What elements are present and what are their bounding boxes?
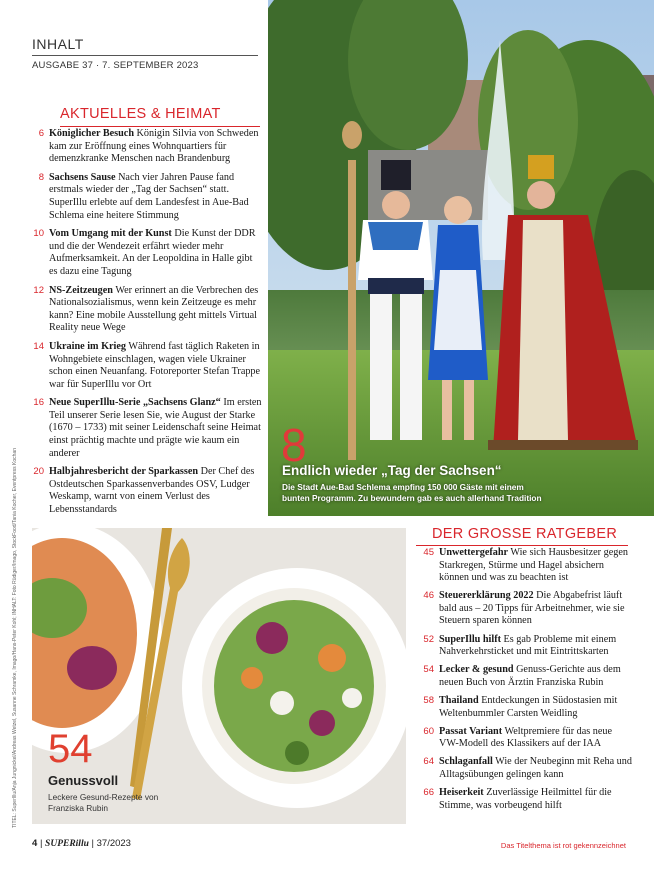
section-divider (60, 126, 260, 127)
toc-headline: Neue SuperIllu-Serie „Sachsens Glanz“ (49, 397, 221, 409)
toc-page-number: 46 (423, 590, 434, 602)
toc-item[interactable] (416, 547, 632, 585)
toc-headline: SuperIllu hilft (439, 633, 501, 645)
toc-text (439, 547, 632, 585)
footer-page-info (32, 838, 131, 849)
toc-text (439, 590, 632, 628)
header-divider (32, 55, 258, 56)
footer-page-number: 4 (32, 838, 38, 849)
hero-caption: Die Stadt Aue-Bad Schlema empfing 150 000 Gäste mit einem bunten Programm. Zu bewundern gab es auch allerhand Tradition (282, 482, 542, 503)
food-page-number: 54 (48, 727, 93, 771)
toc-description: Wie der Neubeginn mit Reha und Alltagsübungen gelingen kann (439, 756, 632, 780)
toc-text (49, 341, 262, 391)
toc-page-number: 20 (33, 466, 44, 478)
toc-description: Es gab Probleme mit einem Nahverkehrsticket und mit Eintrittskarten (439, 633, 617, 658)
toc-description: Nach vier Jahren Pause fand erstmals wieder der „Tag der Sachsen“ statt. SuperIllu erlebte auf dem Landesfest in Aue-Bad Schlema eine heitere Stimmung (49, 171, 249, 221)
toc-item[interactable] (416, 634, 632, 659)
toc-item[interactable] (416, 756, 632, 781)
toc-description: Entdeckungen in Südostasien mit Weltenbummler Carsten Weidling (439, 694, 618, 719)
toc-headline: Passat Variant (439, 725, 503, 737)
section-title-ratgeber: DER GROSSE RATGEBER (432, 526, 618, 542)
toc-list-right (416, 547, 632, 818)
toc-item[interactable] (30, 466, 262, 516)
toc-headline: Königlicher Besuch (49, 128, 134, 139)
toc-page-number: 16 (33, 397, 44, 409)
toc-item[interactable] (30, 341, 262, 391)
toc-description: Königin Silvia von Schweden kam zur Eröffnung eines Wohnquartiers für demenzkranke Menschen nach Brandenburg (49, 128, 259, 165)
toc-description: Die Abgabefrist läuft bald aus – 20 Tipps für Arbeitnehmer, wie sie Steuern sparen können (439, 590, 625, 627)
toc-page-number: 64 (423, 756, 434, 768)
footer-note: Das Titelthema ist rot gekennzeichnet (500, 841, 626, 850)
toc-description: Während fast täglich Raketen in Wohngebiete einschlagen, wagen viele Ukrainer schon einen Neuanfang. Fotoreporter Stefan Trappe war für SuperIllu vor Ort (49, 340, 261, 390)
toc-description: Die Kunst der DDR und die der Wendezeit erfährt wieder mehr Aufmerksamkeit. An der Leopoldina in Halle gibt es dazu eine Tagung (49, 228, 256, 277)
toc-page-number: 45 (423, 547, 434, 558)
toc-text (439, 726, 632, 751)
toc-headline: Ukraine im Krieg (49, 340, 126, 352)
food-caption: Leckere Gesund-Rezepte von Franziska Rubin (48, 792, 159, 813)
toc-headline: Vom Umgang mit der Kunst (49, 228, 172, 240)
hero-photo (268, 0, 654, 516)
toc-headline: Halbjahresbericht der Sparkassen (49, 466, 199, 478)
toc-description: Genuss-Gerichte aus dem neuen Buch von Ärztin Franziska Rubin (439, 664, 621, 688)
toc-text (439, 787, 632, 812)
toc-description: Im ersten Teil unserer Serie lesen Sie, wie August der Starke (1670 – 1733) mit seiner Leidenschaft seine Heimat einst prächtig machte und prägte wie kaum ein anderer (49, 397, 262, 459)
toc-page-number: 6 (38, 128, 44, 139)
hero-page-number: 8 (281, 419, 307, 471)
toc-description: Wie sich Hausbesitzer gegen Starkregen, Stürme und Hagel absichern können und was zu beachten ist (439, 547, 628, 584)
toc-list-left (30, 128, 262, 523)
toc-page-number: 58 (423, 694, 434, 706)
toc-page-number: 52 (423, 633, 434, 645)
toc-item[interactable] (30, 397, 262, 460)
toc-description: Weltpremiere für das neue VW-Modell des Klassikers auf der IAA (439, 725, 612, 750)
footer-separator: | (91, 838, 97, 849)
toc-text (49, 285, 262, 335)
toc-headline: Lecker & gesund (439, 664, 514, 676)
toc-item[interactable] (30, 228, 262, 278)
toc-text (439, 634, 632, 659)
toc-text (49, 128, 262, 166)
toc-headline: Thailand (439, 694, 479, 706)
toc-page-number: 10 (33, 228, 44, 240)
toc-headline: Heiserkeit (439, 787, 484, 798)
toc-item[interactable] (416, 695, 632, 720)
footer-issue: 37/2023 (96, 838, 131, 849)
toc-headline: NS-Zeitzeugen (49, 284, 113, 296)
footer-separator: | (39, 838, 46, 849)
toc-page-number: 66 (423, 787, 434, 798)
page-title: INHALT (32, 36, 84, 52)
toc-text (439, 695, 632, 720)
toc-description: Wer erinnert an die Verbrechen des Nationalsozialismus, wenn kein Zeitzeuge es mehr kann? Eine mobile Ausstellung geht mittels Virtual Reality neue Wege (49, 284, 259, 334)
toc-text (49, 466, 262, 516)
hero-title: Endlich wieder „Tag der Sachsen“ (282, 463, 502, 478)
toc-item[interactable] (30, 172, 262, 222)
toc-item[interactable] (416, 664, 632, 689)
toc-page-number: 14 (33, 340, 44, 352)
toc-page-number: 12 (33, 284, 44, 296)
toc-page-number: 8 (38, 171, 44, 183)
toc-item[interactable] (416, 787, 632, 812)
section-divider (416, 545, 628, 546)
toc-item[interactable] (416, 726, 632, 751)
toc-page-number: 60 (423, 725, 434, 737)
toc-text (49, 172, 262, 222)
toc-text (439, 756, 632, 781)
toc-text (49, 228, 262, 278)
toc-page-number: 54 (423, 664, 434, 676)
food-title: Genussvoll (48, 773, 119, 788)
toc-headline: Schlaganfall (439, 756, 493, 768)
issue-line: AUSGABE 37 · 7. SEPTEMBER 2023 (32, 60, 199, 71)
toc-text (439, 664, 632, 689)
toc-text (49, 397, 262, 460)
toc-headline: Steuererklärung 2022 (439, 590, 534, 602)
toc-description: Der Chef des Ostdeutschen Sparkassenverbandes OSV, Ludger Weskamp, warnt von einem Verlust des Lebensstandards (49, 466, 255, 516)
photo-credits: TITEL: SuperIllu/Anja Jungnickel/Andreas Wetzel, Susanne Schramke, Imago/Hans-Peter Kohl; INHALT: Foto Rüdiger/Imago, StockFood/Tania Kocher, Eventpress Kochan (12, 447, 18, 828)
toc-item[interactable] (416, 590, 632, 628)
toc-headline: Unwettergefahr (439, 547, 509, 558)
hero-illustration (268, 0, 654, 516)
section-title-aktuelles: AKTUELLES & HEIMAT (60, 106, 221, 122)
footer-brand: SUPERillu (45, 839, 89, 849)
toc-item[interactable] (30, 128, 262, 166)
toc-headline: Sachsens Sause (49, 171, 116, 183)
toc-description: Zuverlässige Heilmittel für die Stimme, was vorbeugend hilft (439, 787, 612, 811)
toc-item[interactable] (30, 285, 262, 335)
